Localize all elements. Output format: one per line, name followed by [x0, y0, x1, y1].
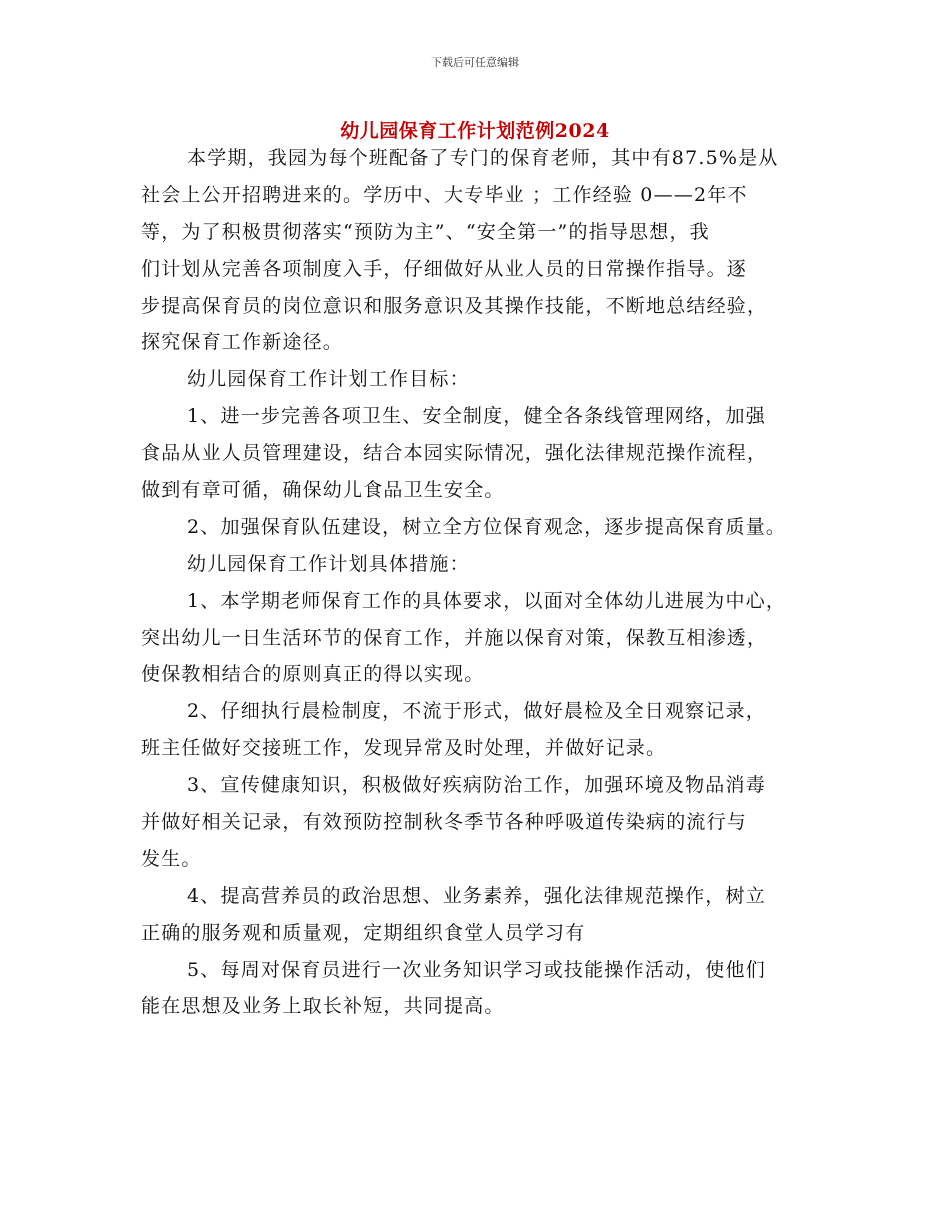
- paragraph-line: 探究保育工作新途径。: [141, 331, 344, 354]
- paragraph-line: 1、本学期老师保育工作的具体要求，以面对全体幼儿进展为中心，: [187, 589, 787, 612]
- paragraph-line: 等，为了积极贯彻落实“预防为主”、“安全第一”的指导思想，我: [141, 220, 710, 243]
- paragraph-line: 本学期，我园为每个班配备了专门的保育老师，其中有87.5%是从: [187, 147, 779, 169]
- page-header-note: 下载后可任意编辑: [431, 56, 519, 69]
- document-body: [141, 140, 831, 1025]
- section-heading: 幼儿园保育工作计划工作目标：: [187, 368, 470, 391]
- paragraph-line: 2、加强保育队伍建设，树立全方位保育观念，逐步提高保育质量。: [187, 515, 787, 538]
- paragraph-line: 正确的服务观和质量观，定期组织食堂人员学习有: [141, 921, 586, 944]
- paragraph-line: 5、每周对保育员进行一次业务知识学习或技能操作活动，使他们: [187, 958, 766, 981]
- paragraph-line: 班主任做好交接班工作，发现异常及时处理，并做好记录。: [141, 737, 667, 760]
- section-heading: 幼儿园保育工作计划具体措施：: [187, 552, 470, 575]
- paragraph-line: 使保教相结合的原则真正的得以实现。: [141, 663, 485, 686]
- paragraph-line: 步提高保育员的岗位意识和服务意识及其操作技能，不断地总结经验，: [141, 294, 768, 317]
- paragraph-line: 们计划从完善各项制度入手，仔细做好从业人员的日常操作指导。逐: [141, 257, 748, 280]
- document-title: 幼儿园保育工作计划范例2024: [340, 120, 610, 142]
- paragraph-line: 发生。: [141, 847, 202, 870]
- paragraph-line: 社会上公开招聘进来的。学历中、大专毕业 ；工作经验 0——2年不: [141, 183, 748, 206]
- paragraph-line: 1、进一步完善各项卫生、安全制度，健全各条线管理网络，加强: [187, 405, 766, 428]
- paragraph-line: 3、宣传健康知识，积极做好疾病防治工作，加强环境及物品消毒: [187, 774, 766, 797]
- paragraph-line: 2、仔细执行晨检制度，不流于形式，做好晨检及全日观察记录，: [187, 700, 766, 723]
- paragraph-line: 4、提高营养员的政治思想、业务素养，强化法律规范操作，树立: [187, 884, 766, 907]
- paragraph-line: 突出幼儿一日生活环节的保育工作，并施以保育对策，保教互相渗透，: [141, 626, 768, 649]
- paragraph-line: 食品从业人员管理建设，结合本园实际情况，强化法律规范操作流程，: [141, 442, 768, 465]
- paragraph-line: 并做好相关记录，有效预防控制秋冬季节各种呼吸道传染病的流行与: [141, 811, 748, 834]
- paragraph-line: 做到有章可循，确保幼儿食品卫生安全。: [141, 479, 505, 502]
- paragraph-line: 能在思想及业务上取长补短，共同提高。: [141, 995, 505, 1018]
